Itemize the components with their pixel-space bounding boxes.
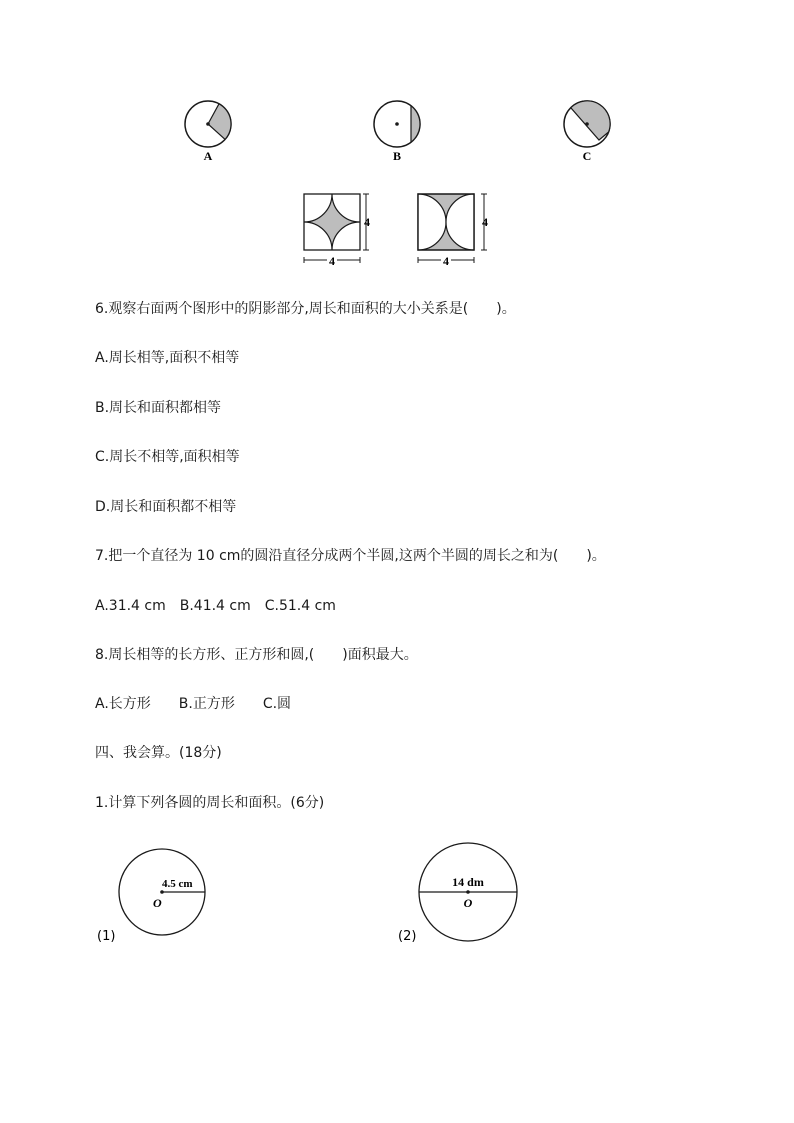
q7-stem: 7.把一个直径为 10 cm的圆沿直径分成两个半圆,这两个半圆的周长之和为( )。 [95,548,606,564]
circle-2-diameter-label: 14 dm [452,875,484,889]
q6-right-height: 4 [482,215,488,229]
circle-1-figure [90,840,220,950]
q5-figure-b [364,96,430,168]
q6-stem: 6.观察右面两个图形中的阴影部分,周长和面积的大小关系是( )。 [95,301,516,317]
q6-option-d: D.周长和面积都不相等 [95,499,237,515]
circle-2-label: (2) [398,929,417,944]
q5-figure-a [175,96,241,168]
q6-option-b: B.周长和面积都相等 [95,400,222,416]
q6-left-width: 4 [329,254,335,268]
circle-1-radius-label: 4.5 cm [162,878,193,890]
q5-label-a: A [203,149,213,163]
q5-figure-c [554,96,620,168]
q6-option-c: C.周长不相等,面积相等 [95,449,240,465]
q6-right-width: 4 [443,254,449,268]
circle-2-figure [392,838,532,950]
q8-options: A.长方形 B.正方形 C.圆 [95,696,292,712]
q5-label-b: B [392,149,402,163]
q5-label-c: C [582,149,592,163]
circle-1-label: (1) [97,929,116,944]
q7-options: A.31.4 cm B.41.4 cm C.51.4 cm [95,598,336,614]
q6-option-a: A.周长相等,面积不相等 [95,350,240,366]
circle-2-center-label: O [463,896,473,910]
q6-figures [296,186,506,270]
q8-stem: 8.周长相等的长方形、正方形和圆,( )面积最大。 [95,647,418,663]
section4-q1: 1.计算下列各圆的周长和面积。(6分) [95,795,325,811]
section4-title: 四、我会算。(18分) [95,745,222,761]
circle-1-center-label: O [153,896,162,910]
q6-left-height: 4 [364,215,370,229]
